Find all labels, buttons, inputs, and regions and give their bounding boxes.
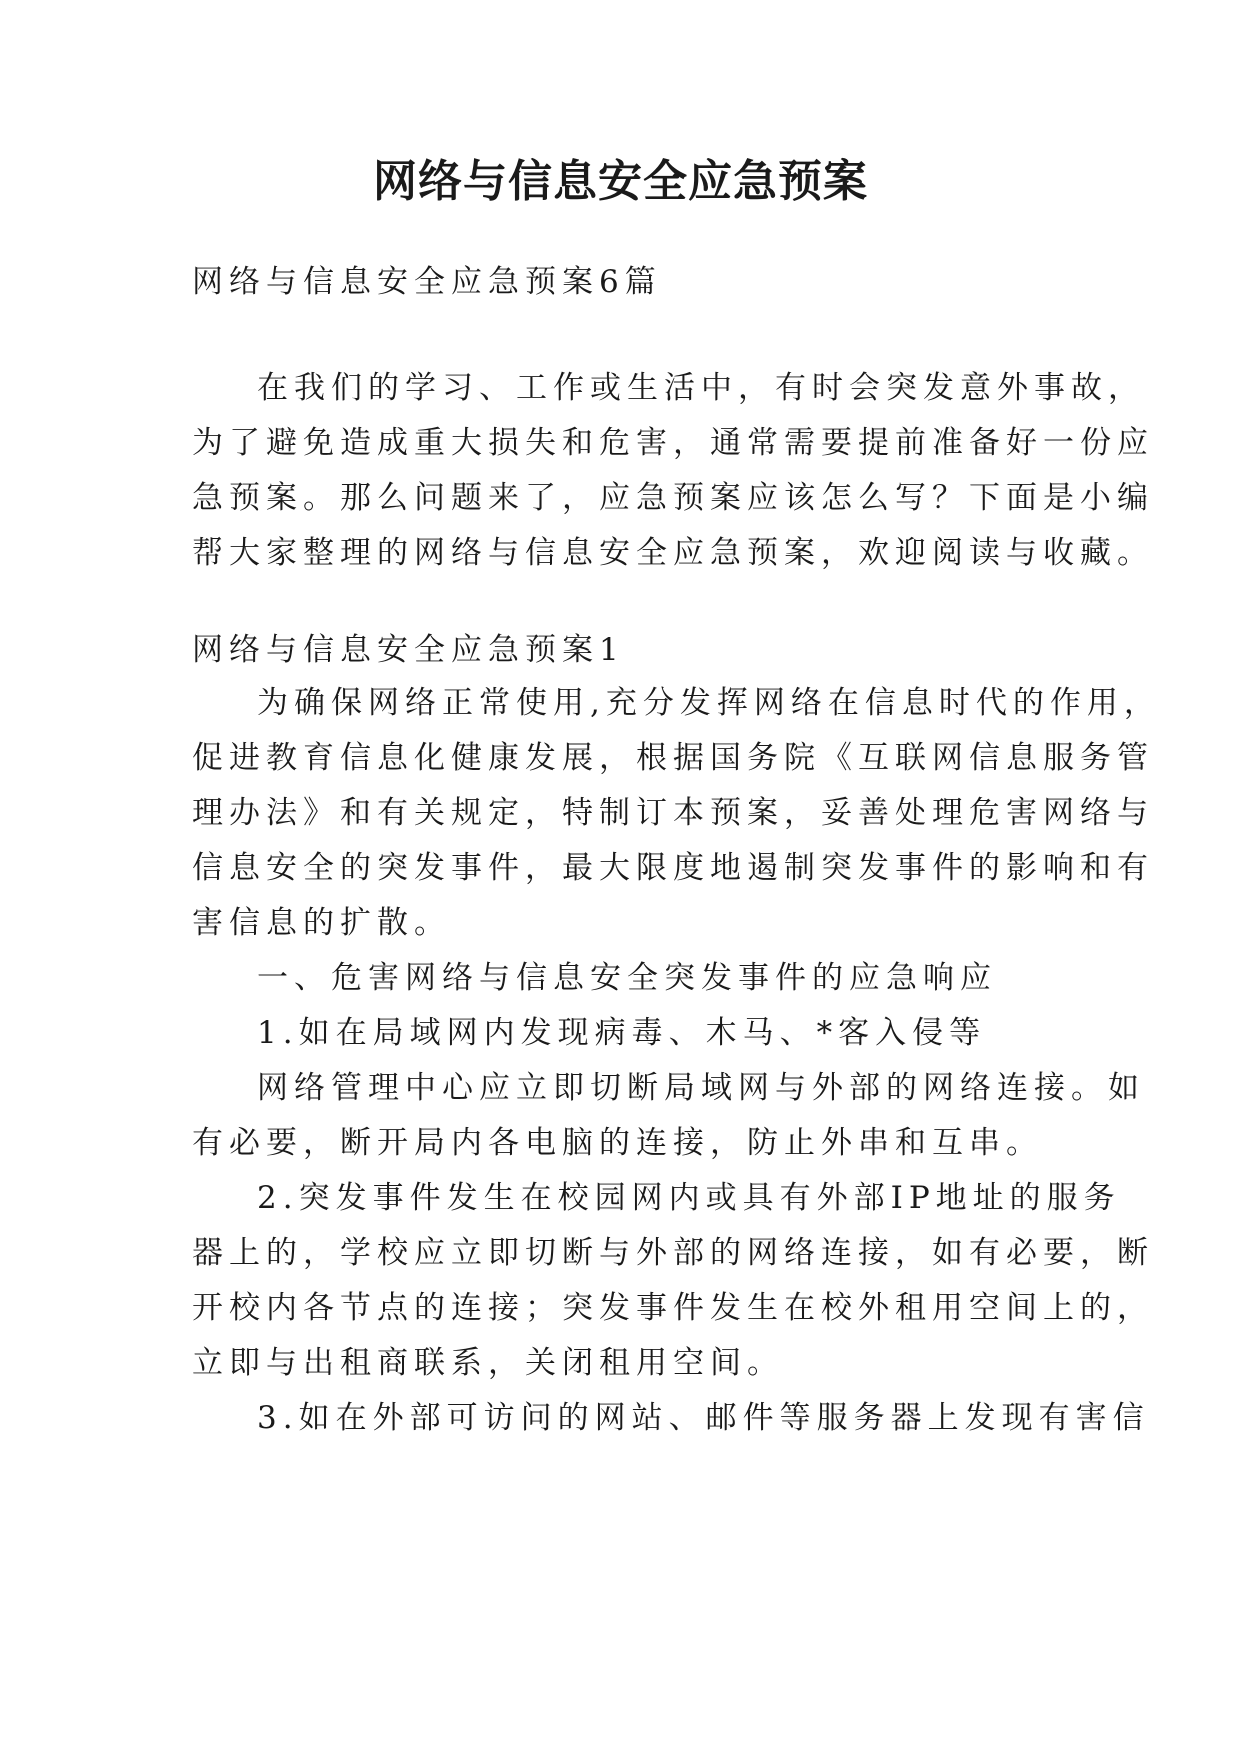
body-line: 有必要，断开局内各电脑的连接，防止外串和互串。 — [192, 1125, 1043, 1161]
body-line: 立即与出租商联系，关闭租用空间。 — [192, 1345, 784, 1381]
body-line: 理办法》和有关规定，特制订本预案，妥善处理危害网络与 — [192, 795, 1154, 831]
body-line: 为确保网络正常使用,充分发挥网络在信息时代的作用， — [257, 685, 1161, 721]
body-line: 信息安全的突发事件，最大限度地遏制突发事件的影响和有 — [192, 850, 1154, 886]
body-line: 2.突发事件发生在校园网内或具有外部IP地址的服务 — [257, 1180, 1121, 1216]
intro-line: 为了避免造成重大损失和危害，通常需要提前准备好一份应 — [192, 425, 1154, 461]
intro-line: 急预案。那么问题来了，应急预案应该怎么写？下面是小编 — [192, 480, 1154, 516]
document-title: 网络与信息安全应急预案 — [373, 156, 868, 207]
intro-line: 在我们的学习、工作或生活中，有时会突发意外事故， — [257, 370, 1145, 406]
body-line: 器上的，学校应立即切断与外部的网络连接，如有必要，断 — [192, 1235, 1154, 1271]
body-line: 网络管理中心应立即切断局域网与外部的网络连接。如 — [257, 1070, 1145, 1106]
section-heading: 网络与信息安全应急预案1 — [192, 632, 625, 668]
body-line: 害信息的扩散。 — [192, 905, 451, 941]
body-line: 开校内各节点的连接；突发事件发生在校外租用空间上的， — [192, 1290, 1154, 1326]
body-line: 1.如在局域网内发现病毒、木马、*客入侵等 — [257, 1015, 987, 1051]
body-line: 一、危害网络与信息安全突发事件的应急响应 — [257, 960, 997, 996]
body-line: 3.如在外部可访问的网站、邮件等服务器上发现有害信 — [257, 1400, 1150, 1436]
body-line: 促进教育信息化健康发展，根据国务院《互联网信息服务管 — [192, 740, 1154, 776]
intro-line: 帮大家整理的网络与信息安全应急预案，欢迎阅读与收藏。 — [192, 535, 1154, 571]
document-subtitle: 网络与信息安全应急预案6篇 — [192, 264, 662, 300]
